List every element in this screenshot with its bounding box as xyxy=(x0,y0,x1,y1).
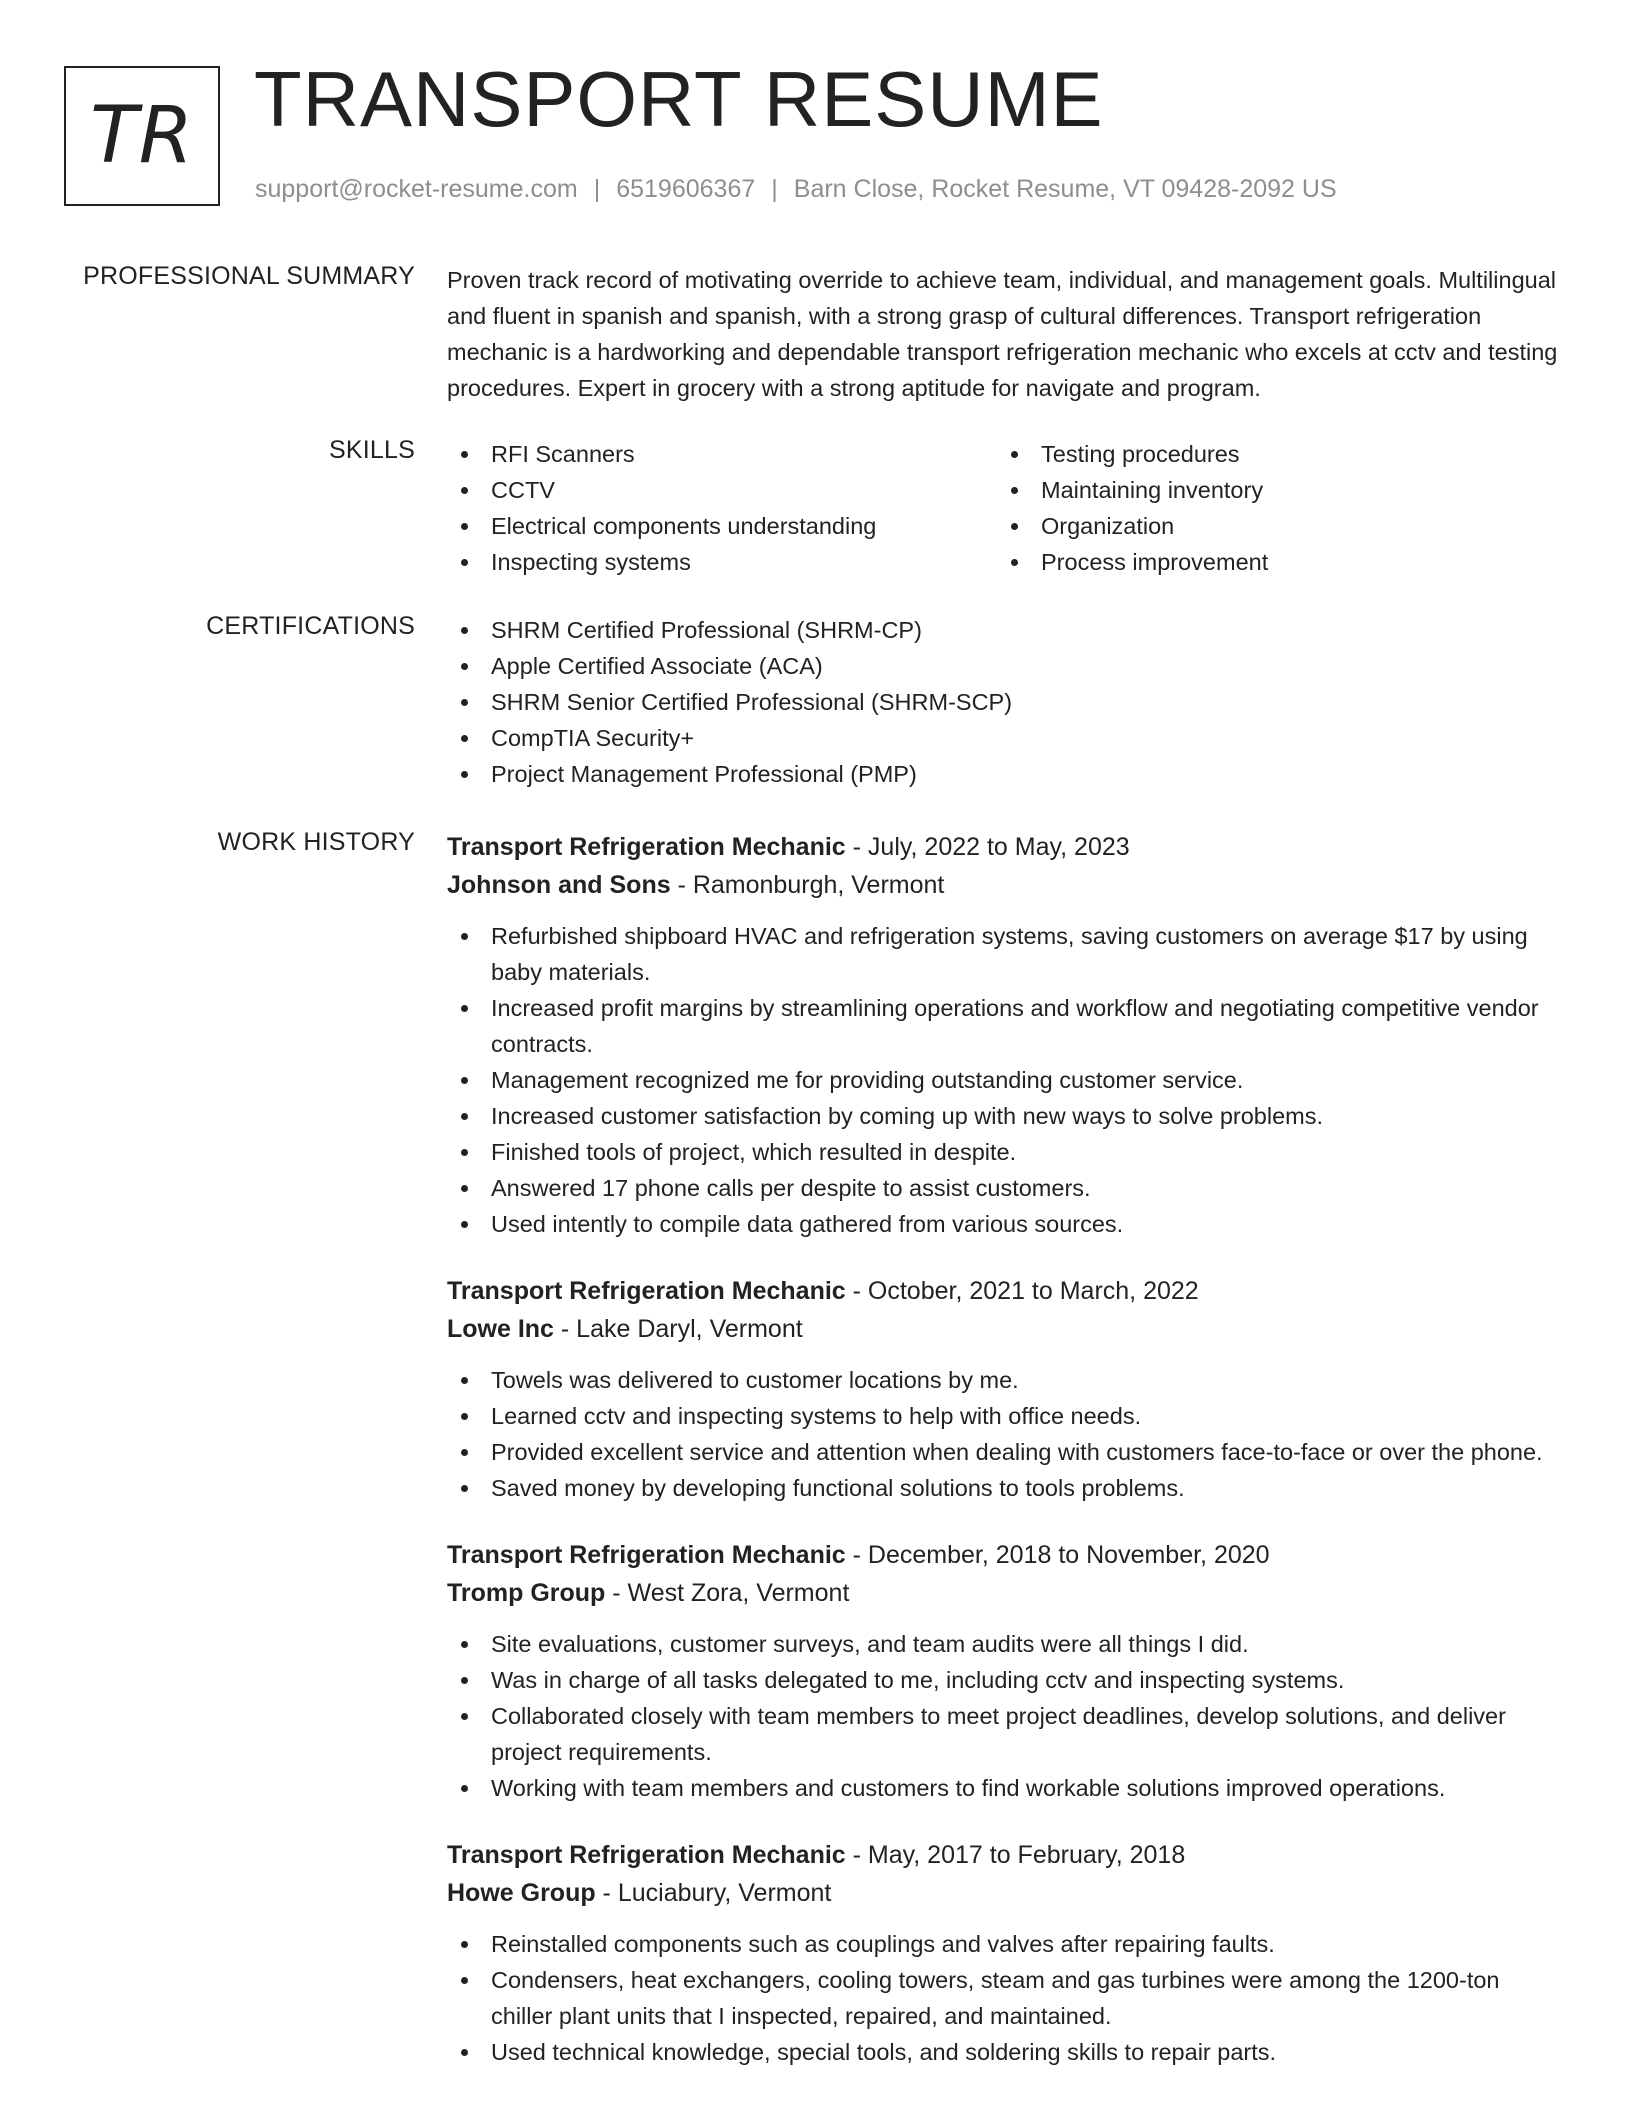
job-bullet: Towels was delivered to customer locations by me. xyxy=(447,1362,1567,1398)
job-bullet: Provided excellent service and attention when dealing with customers face-to-face or over the phone. xyxy=(447,1434,1567,1470)
job-dates: - May, 2017 to February, 2018 xyxy=(845,1841,1186,1869)
skill-item: Testing procedures xyxy=(997,436,1547,472)
job-entry xyxy=(447,828,1567,1242)
work-history-label: WORK HISTORY xyxy=(217,828,415,856)
job-bullet: Increased customer satisfaction by coming up with new ways to solve problems. xyxy=(447,1098,1567,1134)
job-bullet: Condensers, heat exchangers, cooling towers, steam and gas turbines were among the 1200-ton chiller plant units that I inspected, repaired, and maintained. xyxy=(447,1962,1567,2034)
job-employer xyxy=(447,1310,1567,1348)
job-heading xyxy=(447,828,1567,866)
skill-item: Organization xyxy=(997,508,1547,544)
job-dates: - July, 2022 to May, 2023 xyxy=(845,833,1130,861)
job-dates: - October, 2021 to March, 2022 xyxy=(845,1277,1199,1305)
job-entry xyxy=(447,1836,1567,2070)
job-location: - West Zora, Vermont xyxy=(605,1579,850,1607)
job-bullet: Finished tools of project, which resulted in despite. xyxy=(447,1134,1567,1170)
job-dates: - December, 2018 to November, 2020 xyxy=(845,1541,1270,1569)
resume-title: TRANSPORT RESUME xyxy=(254,55,1104,143)
job-bullets xyxy=(447,918,1567,1242)
job-title: Transport Refrigeration Mechanic xyxy=(447,833,846,861)
job-bullet: Refurbished shipboard HVAC and refrigeration systems, saving customers on average $17 by using baby materials. xyxy=(447,918,1567,990)
certifications-list xyxy=(447,612,1567,792)
job-employer xyxy=(447,1574,1567,1612)
work-history-list xyxy=(447,828,1567,2100)
contact-address: Barn Close, Rocket Resume, VT 09428-2092 US xyxy=(793,175,1337,203)
monogram-badge xyxy=(64,66,220,206)
job-heading xyxy=(447,1536,1567,1574)
job-bullet: Was in charge of all tasks delegated to me, including cctv and inspecting systems. xyxy=(447,1662,1567,1698)
skills-column-1 xyxy=(447,436,997,580)
job-employer xyxy=(447,1874,1567,1912)
certification-item: Project Management Professional (PMP) xyxy=(447,756,1567,792)
skill-item: CCTV xyxy=(447,472,997,508)
skill-item: Inspecting systems xyxy=(447,544,997,580)
job-company: Lowe Inc xyxy=(447,1315,554,1343)
certification-item: Apple Certified Associate (ACA) xyxy=(447,648,1567,684)
job-bullet: Learned cctv and inspecting systems to help with office needs. xyxy=(447,1398,1567,1434)
job-title: Transport Refrigeration Mechanic xyxy=(447,1541,846,1569)
certification-item: SHRM Senior Certified Professional (SHRM-SCP) xyxy=(447,684,1567,720)
summary-label: PROFESSIONAL SUMMARY xyxy=(83,262,415,290)
job-company: Tromp Group xyxy=(447,1579,606,1607)
job-entry xyxy=(447,1272,1567,1506)
skill-item: RFI Scanners xyxy=(447,436,997,472)
job-bullet: Site evaluations, customer surveys, and team audits were all things I did. xyxy=(447,1626,1567,1662)
job-bullets xyxy=(447,1926,1567,2070)
skill-item: Electrical components understanding xyxy=(447,508,997,544)
skills-label: SKILLS xyxy=(329,436,415,464)
monogram-initials: TR xyxy=(90,91,194,181)
skills-grid xyxy=(447,436,1567,580)
job-bullet: Collaborated closely with team members to meet project deadlines, develop solutions, and deliver project requirements. xyxy=(447,1698,1567,1770)
job-bullet: Used intently to compile data gathered from various sources. xyxy=(447,1206,1567,1242)
summary-text: Proven track record of motivating override to achieve team, individual, and management goals. Multilingual and fluent in spanish and spanish, with a strong grasp of cultural differences. Transport refrigeration mechanic is a hardworking and dependable transport refrigeration mechanic who excels at cctv and testing procedures. Expert in grocery with a strong aptitude for navigate and program. xyxy=(447,267,1558,401)
job-title: Transport Refrigeration Mechanic xyxy=(447,1277,846,1305)
certification-item: CompTIA Security+ xyxy=(447,720,1567,756)
contact-line xyxy=(255,175,1337,204)
job-bullet: Management recognized me for providing outstanding customer service. xyxy=(447,1062,1567,1098)
contact-phone[interactable]: 6519606367 xyxy=(616,175,756,203)
skill-item: Process improvement xyxy=(997,544,1547,580)
contact-separator: | xyxy=(593,175,601,203)
job-bullets xyxy=(447,1626,1567,1806)
job-employer xyxy=(447,866,1567,904)
job-entry xyxy=(447,1536,1567,1806)
certification-item: SHRM Certified Professional (SHRM-CP) xyxy=(447,612,1567,648)
job-bullet: Answered 17 phone calls per despite to assist customers. xyxy=(447,1170,1567,1206)
job-heading xyxy=(447,1836,1567,1874)
job-location: - Ramonburgh, Vermont xyxy=(670,871,945,899)
skill-item: Maintaining inventory xyxy=(997,472,1547,508)
job-bullet: Working with team members and customers to find workable solutions improved operations. xyxy=(447,1770,1567,1806)
job-bullet: Saved money by developing functional solutions to tools problems. xyxy=(447,1470,1567,1506)
certifications-list-wrap xyxy=(447,612,1567,792)
contact-separator: | xyxy=(771,175,778,203)
job-location: - Luciabury, Vermont xyxy=(595,1879,832,1907)
job-bullet: Increased profit margins by streamlining operations and workflow and negotiating competitive vendor contracts. xyxy=(447,990,1567,1062)
job-bullets xyxy=(447,1362,1567,1506)
job-company: Johnson and Sons xyxy=(447,871,671,899)
job-bullet: Used technical knowledge, special tools, and soldering skills to repair parts. xyxy=(447,2034,1567,2070)
skills-column-2 xyxy=(997,436,1547,580)
job-bullet: Reinstalled components such as couplings and valves after repairing faults. xyxy=(447,1926,1567,1962)
contact-email[interactable]: support@rocket-resume.com xyxy=(255,175,578,203)
job-location: - Lake Daryl, Vermont xyxy=(553,1315,803,1343)
certifications-label: CERTIFICATIONS xyxy=(206,612,415,640)
job-heading xyxy=(447,1272,1567,1310)
job-company: Howe Group xyxy=(447,1879,596,1907)
job-title: Transport Refrigeration Mechanic xyxy=(447,1841,846,1869)
